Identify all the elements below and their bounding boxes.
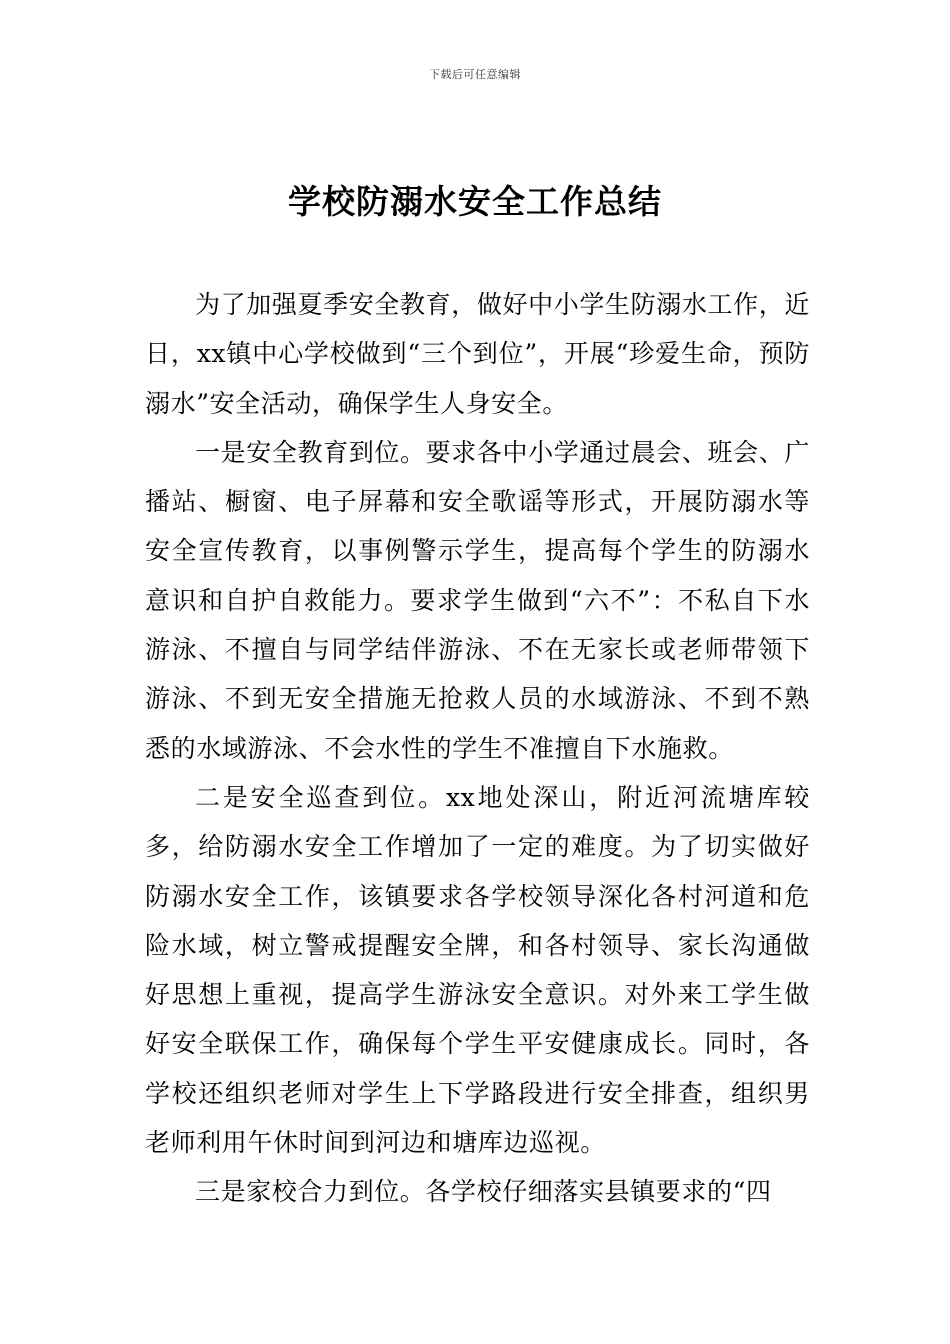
paragraph-home-school: 三是家校合力到位。各学校仔细落实县镇要求的“四 [195, 1177, 772, 1207]
document-body [145, 280, 810, 1217]
paragraph-patrol: 二是安全巡查到位。xx地处深山，附近河流塘库较多，给防溺水安全工作增加了一定的难度。为了切实做好防溺水安全工作，该镇要求各学校领导深化各村河道和危险水域，树立警戒提醒安全牌，和各村领导、家长沟通做好思想上重视，提高学生游泳安全意识。对外来工学生做好安全联保工作，确保每个学生平安健康成长。同时，各学校还组织老师对学生上下学路段进行安全排查，组织男老师利用午休时间到河边和塘库边巡视。 [145, 782, 810, 1158]
paragraph-education: 一是安全教育到位。要求各中小学通过晨会、班会、广播站、橱窗、电子屏幕和安全歌谣等形式，开展防溺水等安全宣传教育，以事例警示学生，提高每个学生的防溺水意识和自护自救能力。要求学生做到“六不”：不私自下水游泳、不擅自与同学结伴游泳、不在无家长或老师带领下游泳、不到无安全措施无抢救人员的水域游泳、不到不熟悉的水域游泳、不会水性的学生不准擅自下水施救。 [145, 437, 810, 763]
document-title: 学校防溺水安全工作总结 [288, 182, 662, 221]
header-note: 下载后可任意编辑 [429, 68, 521, 81]
paragraph-intro: 为了加强夏季安全教育，做好中小学生防溺水工作，近日，xx镇中心学校做到“三个到位”，开展“珍爱生命，预防溺水”安全活动，确保学生人身安全。 [145, 290, 810, 418]
